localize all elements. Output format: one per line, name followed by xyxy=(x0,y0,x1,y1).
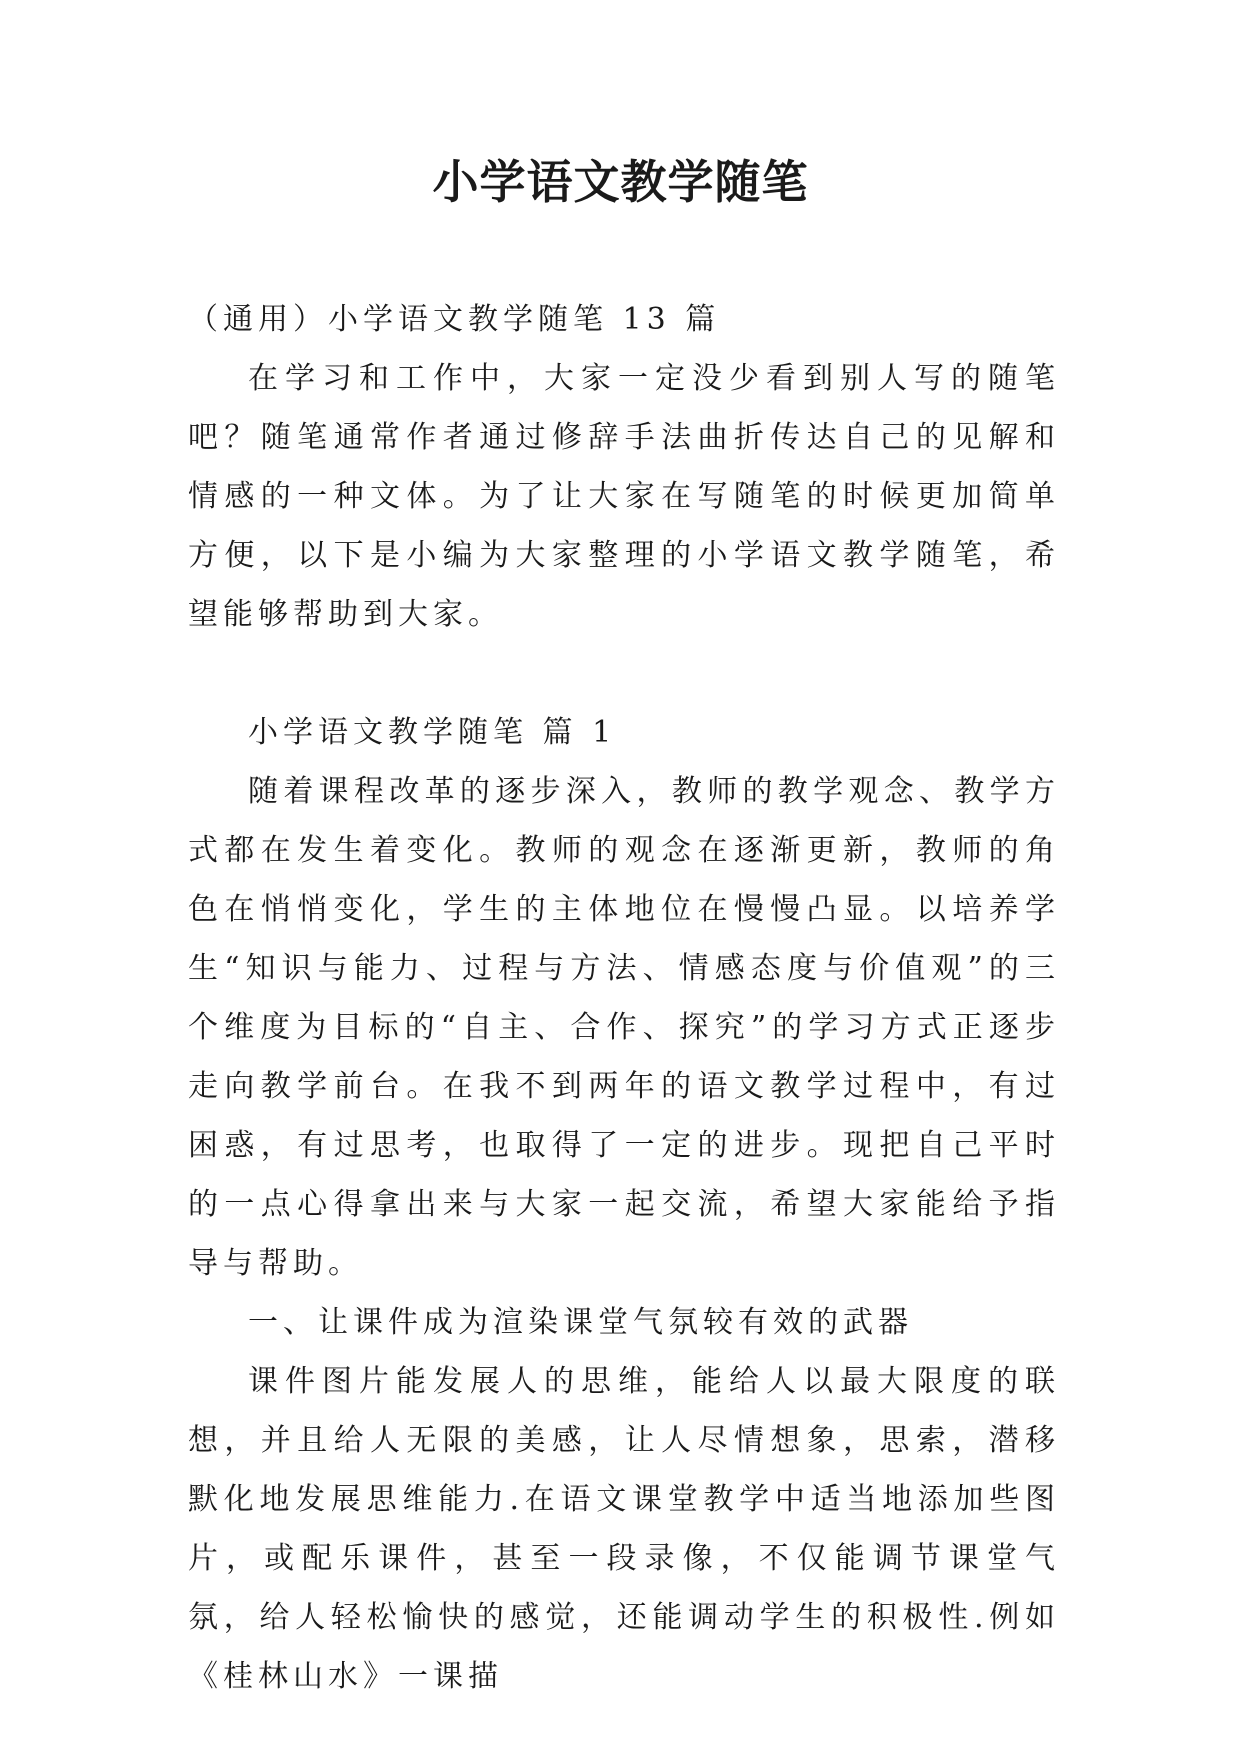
body-paragraph-1: 随着课程改革的逐步深入，教师的教学观念、教学方式都在发生着变化。教师的观念在逐渐更新，教师的角色在悄悄变化，学生的主体地位在慢慢凸显。以培养学生“知识与能力、过程与方法、情感态度与价值观”的三个维度为目标的“自主、合作、探究”的学习方式正逐步走向教学前台。在我不到两年的语文教学过程中，有过困惑，有过思考，也取得了一定的进步。现把自己平时的一点心得拿出来与大家一起交流，希望大家能给予指导与帮助。 xyxy=(188,774,1060,1281)
section-heading: 小学语文教学随笔 篇 1 xyxy=(248,715,617,750)
paragraph-spacer xyxy=(188,644,1060,703)
intro-paragraph: 在学习和工作中，大家一定没少看到别人写的随笔吧？随笔通常作者通过修辞手法曲折传达自己的见解和情感的一种文体。为了让大家在写随笔的时候更加简单方便，以下是小编为大家整理的小学语文教学随笔，希望能够帮助到大家。 xyxy=(188,361,1060,632)
subheading-courseware: 一、让课件成为渲染课堂气氛较有效的武器 xyxy=(248,1305,913,1340)
document-title: 小学语文教学随笔 xyxy=(432,155,809,209)
document-body xyxy=(188,290,1060,1706)
body-paragraph-2: 课件图片能发展人的思维，能给人以最大限度的联想，并且给人无限的美感，让人尽情想象，思索，潜移默化地发展思维能力.在语文课堂教学中适当地添加些图片，或配乐课件，甚至一段录像，不仅能调节课堂气氛，给人轻松愉快的感觉，还能调动学生的积极性.例如《桂林山水》一课描 xyxy=(188,1364,1060,1694)
document-subtitle: （通用）小学语文教学随笔 13 篇 xyxy=(188,302,721,337)
